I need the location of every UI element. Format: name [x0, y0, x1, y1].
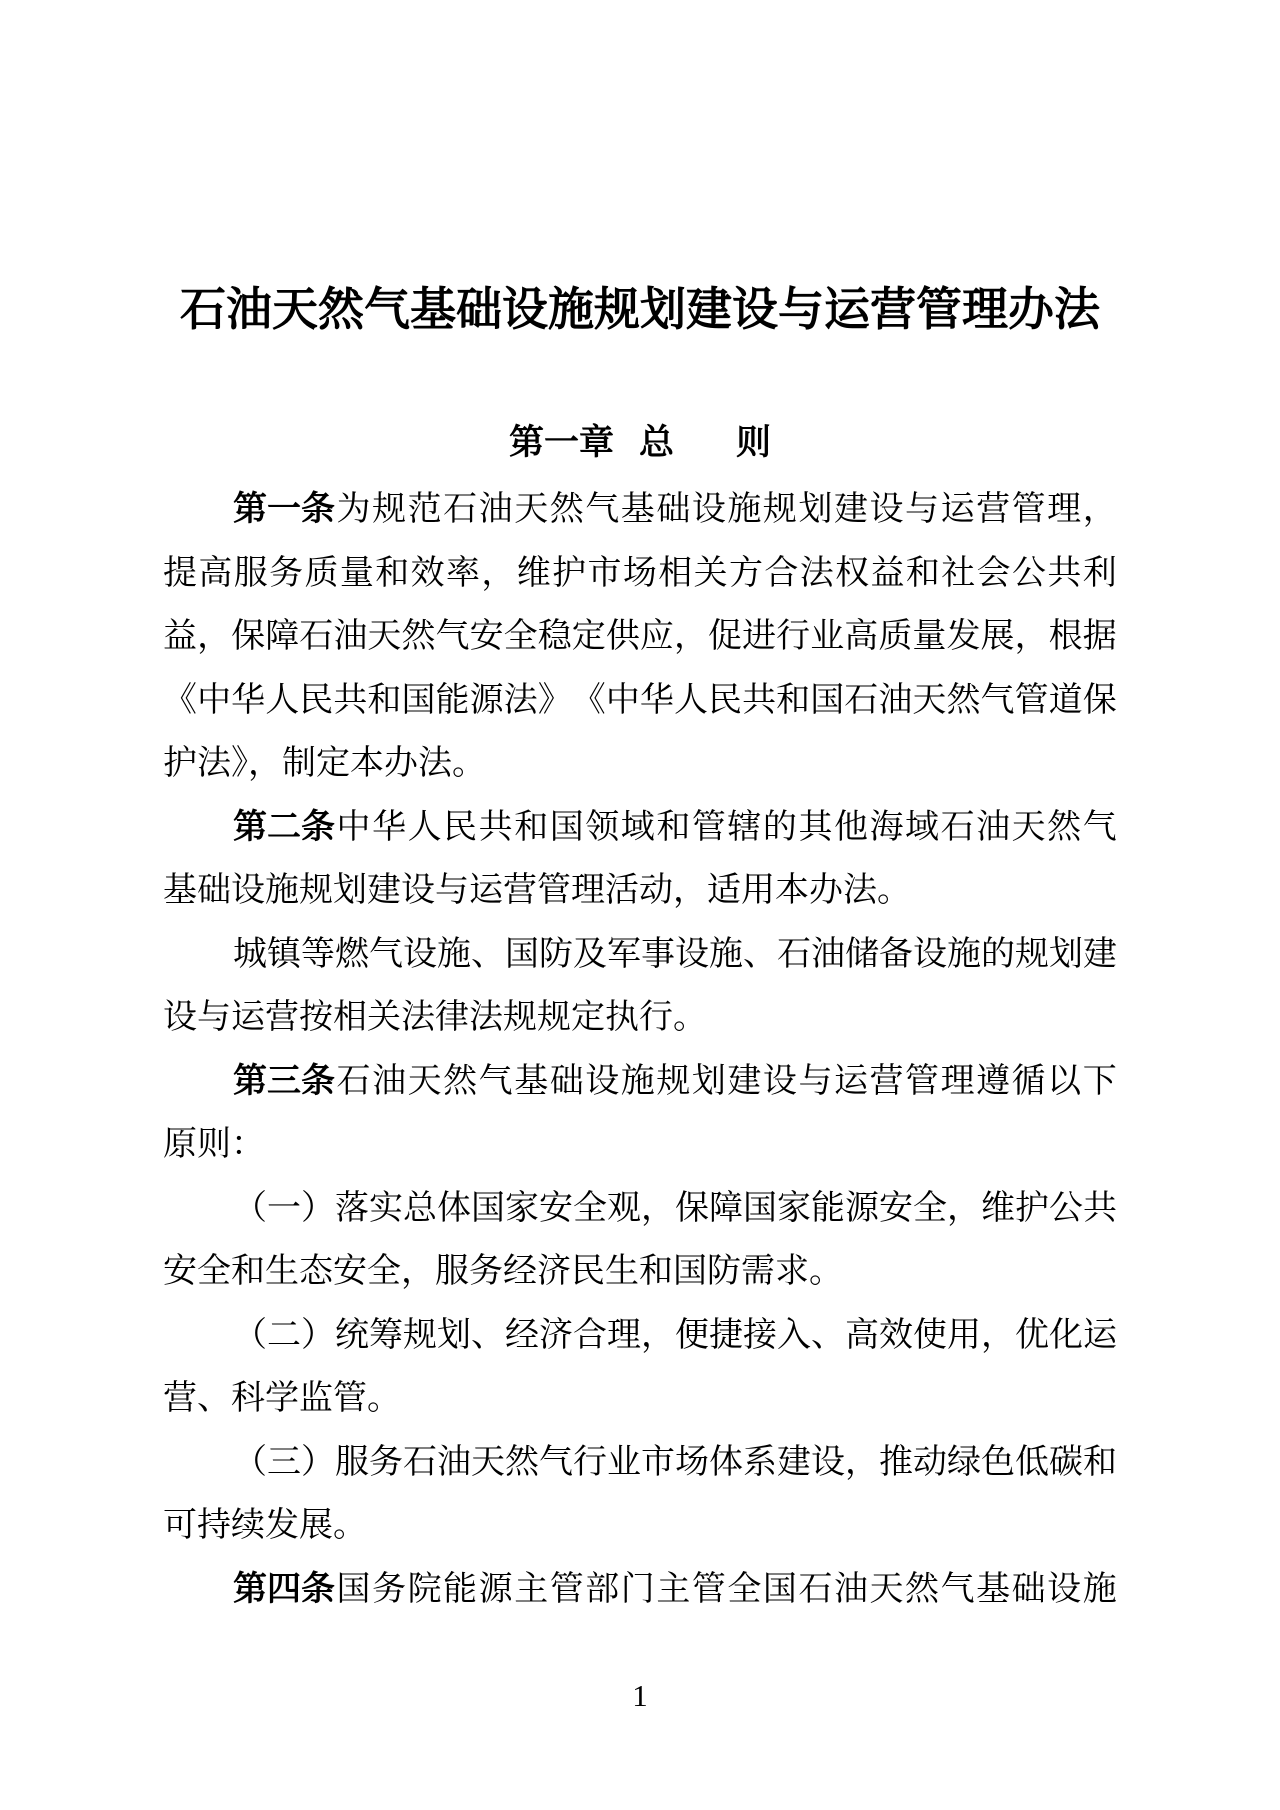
article-line: 第四条 国 务 院 能 源 主 管 部 门 主 管 全 国 石 油 天 然 气 基 础 设 施: [163, 1558, 1117, 1622]
chapter-heading: [0, 421, 1280, 465]
body-line: 营、科学监管。: [163, 1380, 401, 1417]
article-number: 第三条: [233, 1061, 335, 1100]
body-line: 原则：: [163, 1126, 265, 1163]
body-line: 益 ， 保 障 石 油 天 然 气 安 全 稳 定 供 应 ， 促 进 行 业 高 质 量 发 展 ， 根 据: [163, 618, 1117, 655]
page-number: 1: [632, 1678, 648, 1713]
chapter-name-char2: 则: [736, 423, 772, 462]
article-line: 第二条 中 华 人 民 共 和 国 领 域 和 管 辖 的 其 他 海 域 石 油 天 然 气: [163, 796, 1117, 860]
document-body: [163, 478, 1117, 1621]
body-line: 提 高 服 务 质 量 和 效 率 ， 维 护 市 场 相 关 方 合 法 权 益 和 社 会 公 共 利: [163, 554, 1117, 592]
body-line: （ 三 ） 服 务 石 油 天 然 气 行 业 市 场 体 系 建 设 ， 推 动 绿 色 低 碳 和: [233, 1443, 1117, 1481]
article-number: 第二条: [233, 807, 335, 846]
document-title: 石油天然气基础设施规划建设与运营管理办法: [180, 284, 1100, 335]
body-line: 安全和生态安全，服务经济民生和国防需求。: [163, 1253, 843, 1290]
article-line: 第三条 石 油 天 然 气 基 础 设 施 规 划 建 设 与 运 营 管 理 遵 循 以 下: [163, 1050, 1117, 1114]
body-line: 城 镇 等 燃 气 设 施 、 国 防 及 军 事 设 施 、 石 油 储 备 设 施 的 规 划 建: [233, 935, 1117, 973]
article-number: 第四条: [233, 1569, 335, 1608]
body-line: （ 一 ） 落 实 总 体 国 家 安 全 观 ， 保 障 国 家 能 源 安 全 ， 维 护 公 共: [233, 1189, 1117, 1227]
body-line: 护法》，制定本办法。: [163, 745, 486, 782]
article-line: 第一条 为 规 范 石 油 天 然 气 基 础 设 施 规 划 建 设 与 运 营 管 理 ，: [163, 478, 1117, 542]
body-line: 《 中 华 人 民 共 和 国 能 源 法 》 《 中 华 人 民 共 和 国 石 油 天 然 气 管 道 保: [163, 681, 1117, 719]
body-line: 可持续发展。: [163, 1507, 367, 1544]
chapter-name-char1: 总: [638, 423, 674, 462]
body-line: 设与运营按相关法律法规规定执行。: [163, 999, 707, 1036]
body-line: 基础设施规划建设与运营管理活动，适用本办法。: [163, 872, 911, 909]
article-number: 第一条: [233, 490, 335, 528]
body-line: （ 二 ） 统 筹 规 划 、 经 济 合 理 ， 便 捷 接 入 、 高 效 使 用 ， 优 化 运: [233, 1316, 1117, 1354]
chapter-number: 第一章: [508, 423, 614, 462]
